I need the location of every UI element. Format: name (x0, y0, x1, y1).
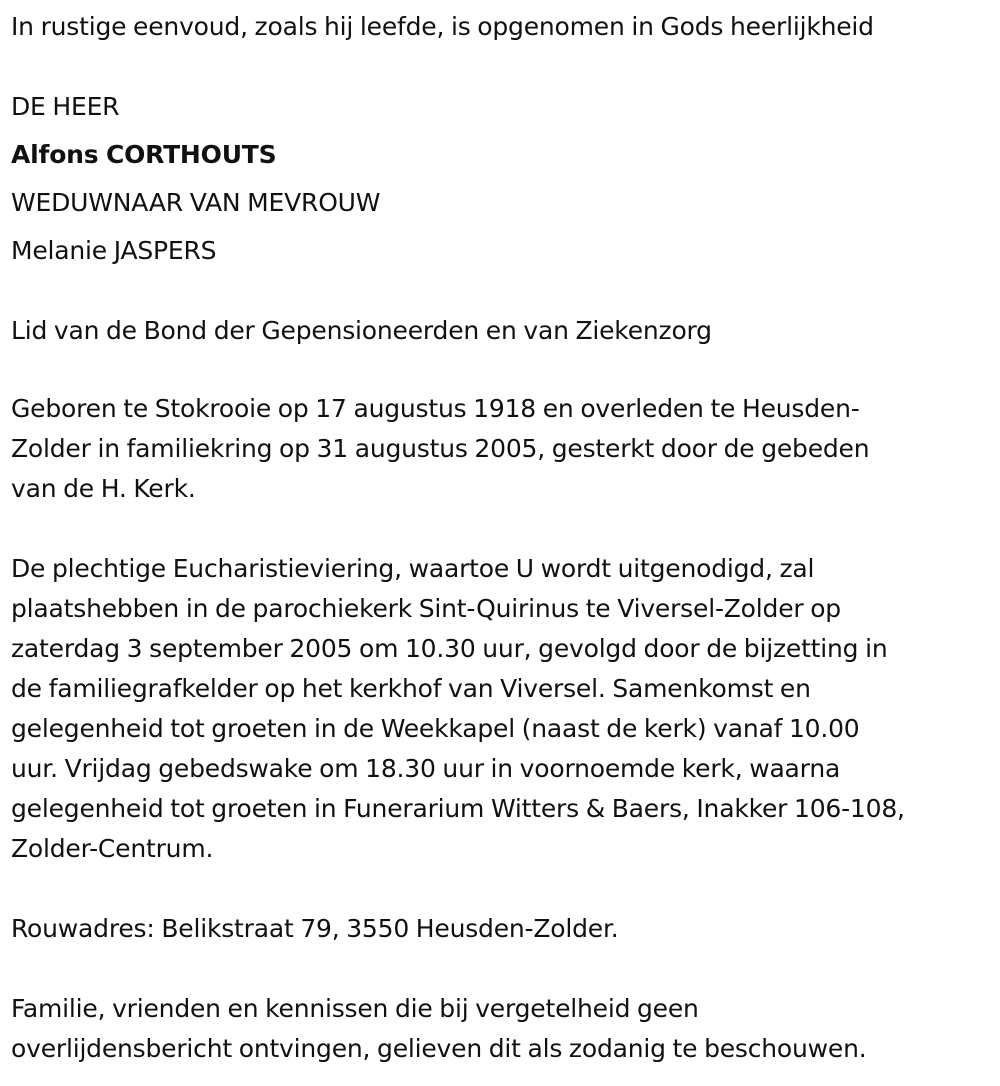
paragraph-line: overlijdensbericht ontvingen, gelieven dit als zodanig te beschouwen. (11, 1034, 867, 1063)
paragraph-line: De plechtige Eucharistieviering, waartoe U wordt uitgenodigd, zal (11, 554, 815, 583)
title-line: DE HEER (11, 92, 120, 121)
paragraph-line: gelegenheid tot groeten in Funerarium Witters & Baers, Inakker 106-108, (11, 794, 905, 823)
paragraph-line: Familie, vrienden en kennissen die bij vergetelheid geen (11, 994, 699, 1023)
birth-death-paragraph (11, 389, 996, 509)
paragraph-line: Geboren te Stokrooie op 17 augustus 1918 en overleden te Heusden- (11, 394, 860, 423)
paragraph-line: Zolder-Centrum. (11, 834, 214, 863)
closing-paragraph (11, 989, 996, 1069)
deceased-name: Alfons CORTHOUTS (11, 140, 277, 169)
opening-line: In rustige eenvoud, zoals hij leefde, is opgenomen in Gods heerlijkheid (11, 12, 874, 41)
membership-line: Lid van de Bond der Gepensioneerden en van Ziekenzorg (11, 316, 712, 345)
service-paragraph (11, 549, 996, 869)
death-notice (11, 5, 996, 1069)
paragraph-line: Zolder in familiekring op 31 augustus 2005, gesterkt door de gebeden (11, 434, 870, 463)
paragraph-line: uur. Vrijdag gebedswake om 18.30 uur in voornoemde kerk, waarna (11, 754, 841, 783)
relation-line: WEDUWNAAR VAN MEVROUW (11, 188, 381, 217)
paragraph-line: plaatshebben in de parochiekerk Sint-Quirinus te Viversel-Zolder op (11, 594, 841, 623)
paragraph-line: de familiegrafkelder op het kerkhof van Viversel. Samenkomst en (11, 674, 811, 703)
paragraph-line: zaterdag 3 september 2005 om 10.30 uur, gevolgd door de bijzetting in (11, 634, 888, 663)
spouse-name: Melanie JASPERS (11, 236, 217, 265)
paragraph-line: van de H. Kerk. (11, 474, 196, 503)
mourning-address: Rouwadres: Belikstraat 79, 3550 Heusden-Zolder. (11, 914, 619, 943)
name-block (11, 85, 996, 277)
paragraph-line: gelegenheid tot groeten in de Weekkapel (naast de kerk) vanaf 10.00 (11, 714, 860, 743)
